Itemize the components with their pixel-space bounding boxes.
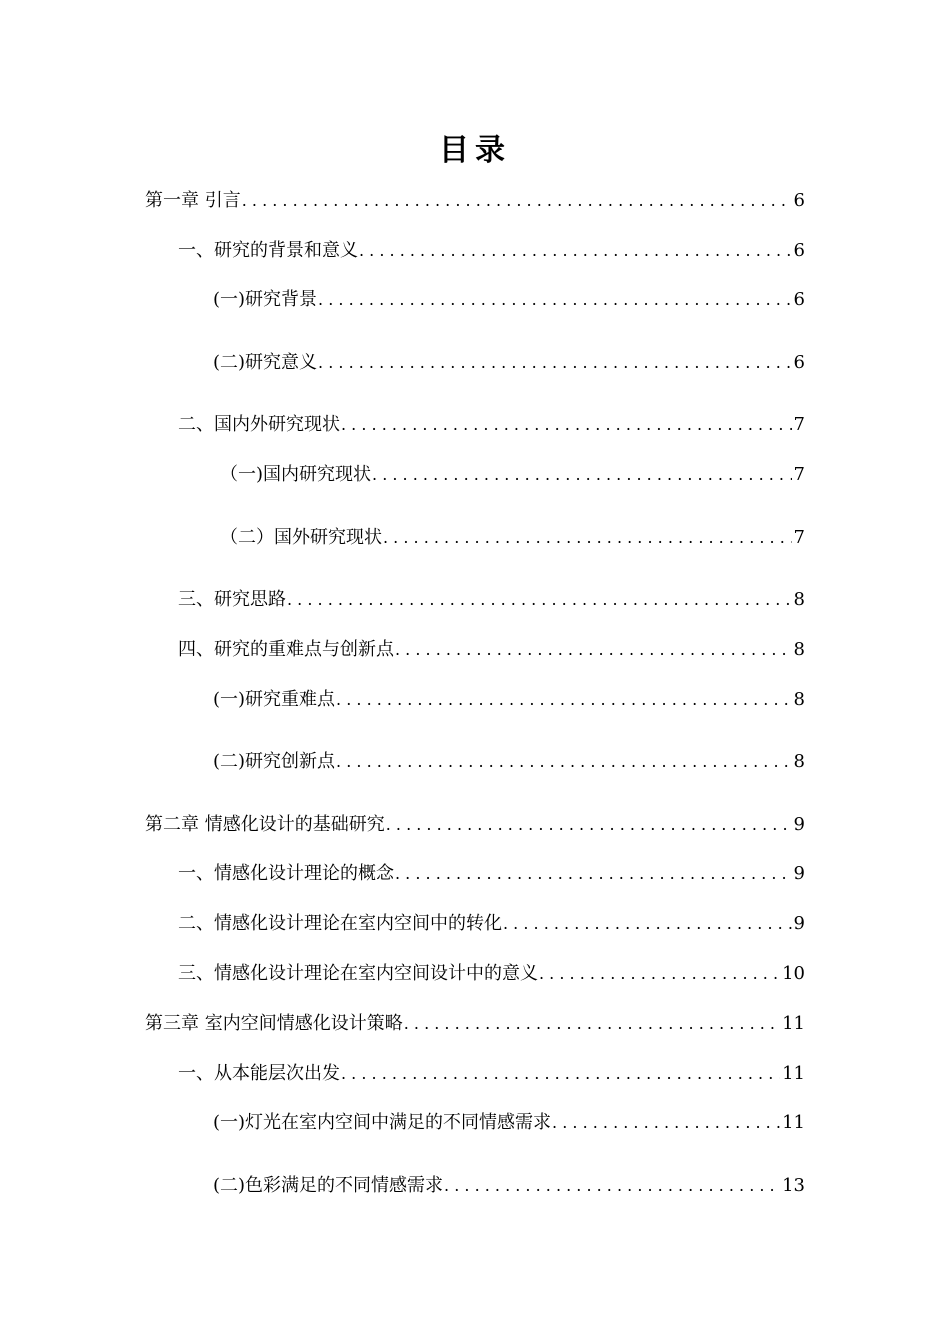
toc-leader-dots	[551, 1108, 780, 1138]
toc-entry-text: （一)国内研究现状	[220, 464, 372, 485]
toc-entry-text: 四、研究的重难点与创新点	[178, 639, 394, 660]
toc-leader-dots	[241, 186, 792, 216]
toc-entry-page: 6	[793, 352, 805, 373]
toc-entry-page: 9	[793, 814, 805, 835]
toc-entry-page: 7	[793, 414, 805, 435]
toc-entry-text: (一)研究背景	[213, 289, 318, 310]
toc-leader-dots	[385, 810, 792, 840]
toc-entry-page: 7	[793, 464, 805, 485]
toc-entry-page: 8	[793, 589, 805, 610]
toc-entry-text: (二)研究创新点	[213, 751, 336, 772]
toc-entry[interactable]	[220, 523, 805, 553]
toc-entry-text: 第一章 引言	[145, 190, 241, 211]
toc-entry-text: 第三章 室内空间情感化设计策略	[145, 1013, 403, 1034]
toc-entry-text: 二、国内外研究现状	[178, 414, 340, 435]
toc-entry-text: 三、研究思路	[178, 589, 286, 610]
toc-leader-dots	[403, 1009, 780, 1039]
toc-entry-text: (一)研究重难点	[213, 689, 336, 710]
toc-entry[interactable]	[145, 810, 805, 840]
toc-entry[interactable]	[145, 186, 805, 216]
toc-entry[interactable]	[213, 685, 805, 715]
toc-entry-text: (二)色彩满足的不同情感需求	[213, 1175, 444, 1196]
toc-entry-page: 8	[793, 751, 805, 772]
toc-leader-dots	[443, 1171, 780, 1201]
toc-leader-dots	[538, 959, 780, 989]
toc-leader-dots	[502, 909, 792, 939]
toc-entry[interactable]	[213, 747, 805, 777]
toc-leader-dots	[394, 859, 792, 889]
toc-entry[interactable]	[213, 1171, 805, 1201]
toc-entry-page: 8	[793, 689, 805, 710]
toc-entry-text: (二)研究意义	[213, 352, 318, 373]
toc-entry[interactable]	[178, 236, 805, 266]
toc-entry[interactable]	[213, 1108, 805, 1138]
toc-entry-page: 11	[782, 1112, 805, 1133]
toc-entry[interactable]	[213, 348, 805, 378]
toc-leader-dots	[317, 285, 792, 315]
toc-leader-dots	[340, 1059, 780, 1089]
toc-entry[interactable]	[178, 1059, 805, 1089]
toc-leader-dots	[358, 236, 792, 266]
toc-leader-dots	[335, 747, 792, 777]
toc-entry[interactable]	[220, 460, 805, 490]
toc-entry[interactable]	[145, 1009, 805, 1039]
toc-entry-page: 9	[793, 863, 805, 884]
toc-entry-page: 13	[782, 1175, 805, 1196]
toc-entry-text: 一、从本能层次出发	[178, 1063, 340, 1084]
toc-entry-text: 二、情感化设计理论在室内空间中的转化	[178, 913, 502, 934]
toc-entry-text: 一、情感化设计理论的概念	[178, 863, 394, 884]
toc-entry-page: 6	[793, 240, 805, 261]
toc-entry-text: (一)灯光在室内空间中满足的不同情感需求	[213, 1112, 552, 1133]
toc-leader-dots	[394, 635, 792, 665]
toc-entry-page: 9	[793, 913, 805, 934]
toc-entry-text: 第二章 情感化设计的基础研究	[145, 814, 385, 835]
toc-leader-dots	[382, 523, 792, 553]
toc-entry[interactable]	[178, 909, 805, 939]
toc-entry[interactable]	[178, 585, 805, 615]
toc-entry-text: （二）国外研究现状	[220, 527, 382, 548]
toc-entry[interactable]	[178, 859, 805, 889]
toc-entry-page: 11	[782, 1013, 805, 1034]
toc-leader-dots	[286, 585, 792, 615]
toc-entry-text: 一、研究的背景和意义	[178, 240, 358, 261]
toc-leader-dots	[371, 460, 792, 490]
toc-entry-text: 三、情感化设计理论在室内空间设计中的意义	[178, 963, 538, 984]
toc-entry[interactable]	[178, 410, 805, 440]
toc-leader-dots	[340, 410, 792, 440]
toc-entry-page: 7	[793, 527, 805, 548]
toc-entry-page: 6	[793, 289, 805, 310]
toc-leader-dots	[317, 348, 792, 378]
toc-entry[interactable]	[213, 285, 805, 315]
toc-leader-dots	[335, 685, 792, 715]
toc-entry[interactable]	[178, 635, 805, 665]
toc-entry-page: 8	[793, 639, 805, 660]
toc-entry-page: 10	[782, 963, 805, 984]
toc-entry[interactable]	[178, 959, 805, 989]
toc-entry-page: 11	[782, 1063, 805, 1084]
toc-title: 目录	[439, 133, 511, 168]
toc-entry-page: 6	[793, 190, 805, 211]
